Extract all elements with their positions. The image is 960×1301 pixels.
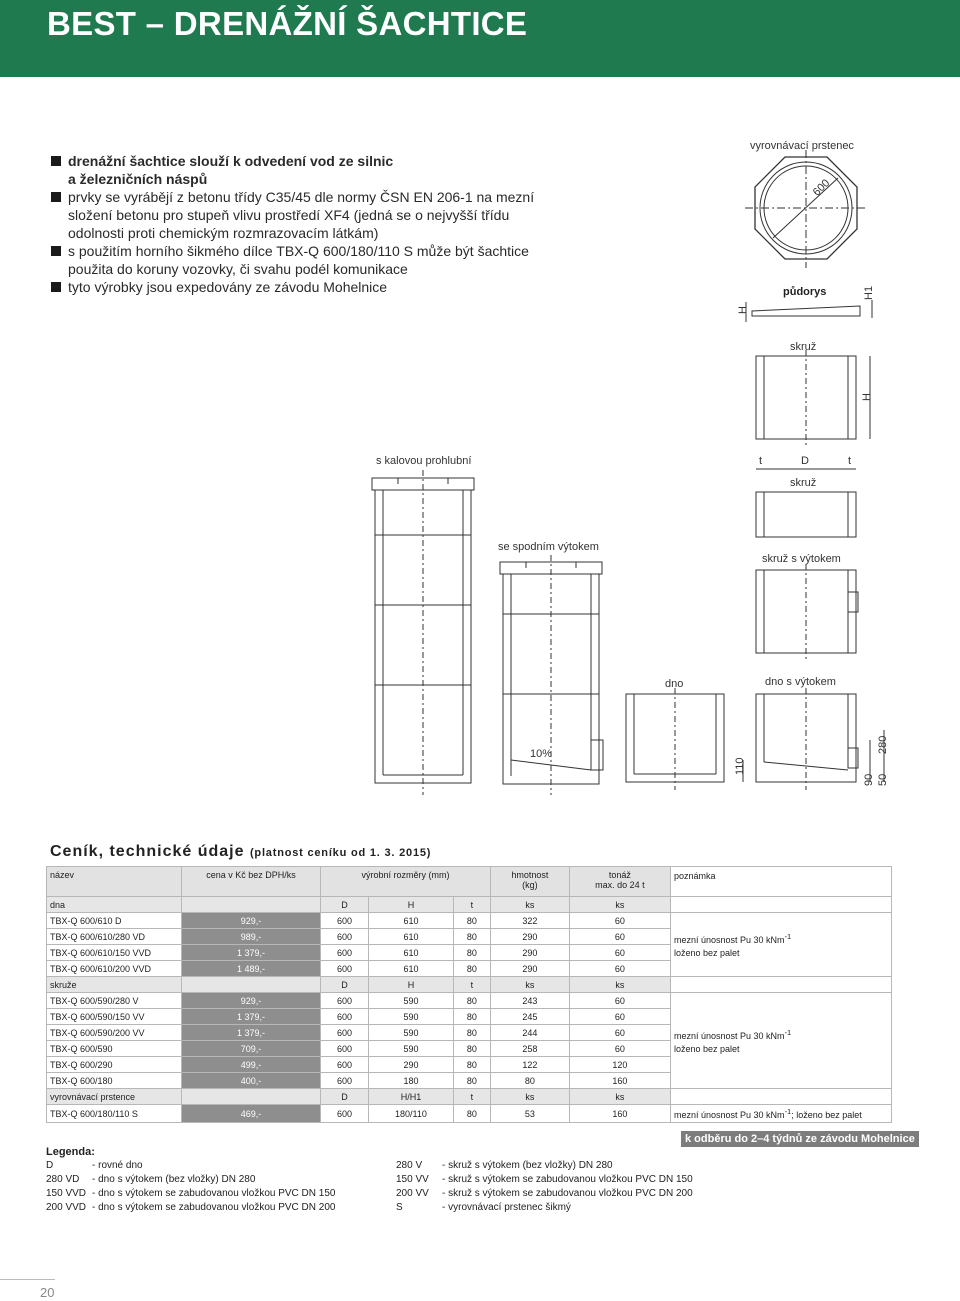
dim-280: 280 xyxy=(877,735,889,754)
legend-title: Legenda: xyxy=(46,1146,95,1158)
availability-badge: k odběru do 2–4 týdnů ze závodu Mohelnice xyxy=(681,1131,919,1147)
dim-t-right: t xyxy=(848,455,852,467)
table-row: TBX-Q 600/610/150 VVD 1 379,- 600 610 80 290 60 xyxy=(47,945,892,961)
ring-section xyxy=(752,306,860,316)
dim-600: 600 xyxy=(810,177,833,199)
dim-50: 50 xyxy=(877,773,889,786)
note-cell: mezní únosnost Pu 30 kNm$^{-1}$; loženo bez palet xyxy=(671,1105,892,1123)
bullet-item: drenážní šachtice slouží k odvedení vod ze silnic a železničních náspů xyxy=(51,152,651,188)
table-row: TBX-Q 600/590/200 VV 1 379,- 600 590 80 244 60 xyxy=(47,1025,892,1041)
label-skruz-2: skruž xyxy=(790,477,817,489)
footer-divider xyxy=(0,1279,55,1280)
note-cell: mezní únosnost Pu 30 kNm$^{-1}$ loženo bez palet xyxy=(671,993,892,1089)
legend-item: 200 VVD - dno s výtokem se zabudovanou vložkou PVC DN 200 xyxy=(46,1202,336,1213)
table-row: TBX-Q 600/610/200 VVD 1 489,- 600 610 80 290 60 xyxy=(47,961,892,977)
label-vyrovnavaci: vyrovnávací prstenec xyxy=(750,140,854,152)
table-row: TBX-Q 600/590/150 VV 1 379,- 600 590 80 245 60 xyxy=(47,1009,892,1025)
label-spodni: se spodním výtokem xyxy=(498,541,599,553)
bullet-item: tyto výrobky jsou expedovány ze závodu Mohelnice xyxy=(51,278,651,296)
technical-drawings xyxy=(0,120,960,810)
dim-110: 110 xyxy=(734,757,746,775)
legend-item: 150 VVD - dno s výtokem se zabudovanou vložkou PVC DN 150 xyxy=(46,1188,336,1199)
page-number: 20 xyxy=(40,1285,55,1300)
group-header: dna D H t ks ks xyxy=(47,897,892,913)
table-row: TBX-Q 600/610 D 929,- 600 610 80 322 60 mezní únosnost Pu 30 kNm$^{-1}$ loženo bez palet xyxy=(47,913,892,929)
bullet-item: prvky se vyrábějí z betonu třídy C35/45 dle normy ČSN EN 206-1 na mezní složení betonu pro stupeň vlivu prostředí XF4 (jedná se o nejvyšší třídu odolnosti proti chemickým rozmrazovacím látkám) xyxy=(51,188,651,242)
label-pct: 10% xyxy=(530,748,553,760)
label-dno: dno xyxy=(665,678,684,690)
group-header: vyrovnávací prstence D H/H1 t ks ks xyxy=(47,1089,892,1105)
page-title: BEST – DRENÁŽNÍ ŠACHTICE xyxy=(47,5,528,42)
table-row: TBX-Q 600/590/280 V 929,- 600 590 80 243 60 mezní únosnost Pu 30 kNm$^{-1}$ loženo bez palet xyxy=(47,993,892,1009)
legend-right xyxy=(396,1159,693,1215)
skruz-shape-2 xyxy=(756,492,856,537)
stack-skruz-3 xyxy=(375,605,471,685)
dim-H1: H1 xyxy=(863,285,875,300)
legend-item: 150 VV - skruž s výtokem se zabudovanou vložkou PVC DN 150 xyxy=(396,1174,693,1185)
price-table xyxy=(46,866,892,1123)
dim-H-skruz: H xyxy=(861,393,873,401)
label-skruz-1: skruž xyxy=(790,341,817,353)
section-title: Ceník, technické údaje (platnost ceníku od 1. 3. 2015) xyxy=(50,843,432,860)
table-row: TBX-Q 600/180 400,- 600 180 80 80 160 xyxy=(47,1073,892,1089)
table-row: TBX-Q 600/610/280 VD 989,- 600 610 80 290 60 xyxy=(47,929,892,945)
table-row: TBX-Q 600/590 709,- 600 590 80 258 60 xyxy=(47,1041,892,1057)
group-header: skruže D H t ks ks xyxy=(47,977,892,993)
dim-H-ring: H xyxy=(737,306,749,314)
legend-item: S - vyrovnávací prstenec šikmý xyxy=(396,1202,571,1213)
dim-t-left: t xyxy=(759,455,763,467)
legend-left xyxy=(46,1145,335,1215)
dim-90: 90 xyxy=(863,773,875,786)
label-pudorys: půdorys xyxy=(783,286,827,298)
legend-item: 280 VD - dno s výtokem (bez vložky) DN 280 xyxy=(46,1174,256,1185)
bullet-item: s použitím horního šikmého dílce TBX-Q 600/180/110 S může být šachtice použita do koruny vozovky, či svahu podél komunikace xyxy=(51,242,651,278)
table-row: TBX-Q 600/180/110 S 469,- 600 180/110 80 53 160 mezní únosnost Pu 30 kNm$^{-1}$; loženo bez palet xyxy=(47,1105,892,1123)
table-row: TBX-Q 600/290 499,- 600 290 80 122 120 xyxy=(47,1057,892,1073)
dim-D: D xyxy=(801,455,809,467)
legend-item: 280 V - skruž s výtokem (bez vložky) DN 280 xyxy=(396,1160,613,1171)
table-header: název cena v Kč bez DPH/ks výrobní rozměry (mm) hmotnost (kg) tonáž max. do 24 t poznámka xyxy=(47,867,892,897)
label-kalova: s kalovou prohlubní xyxy=(376,455,472,467)
label-dno-vytok: dno s výtokem xyxy=(765,676,836,688)
legend-item: 200 VV - skruž s výtokem se zabudovanou vložkou PVC DN 200 xyxy=(396,1188,693,1199)
legend-item: D - rovné dno xyxy=(46,1160,143,1171)
label-skruz-vytok: skruž s výtokem xyxy=(762,553,841,565)
header-bar xyxy=(0,0,960,77)
note-cell: mezní únosnost Pu 30 kNm$^{-1}$ loženo bez palet xyxy=(671,913,892,977)
